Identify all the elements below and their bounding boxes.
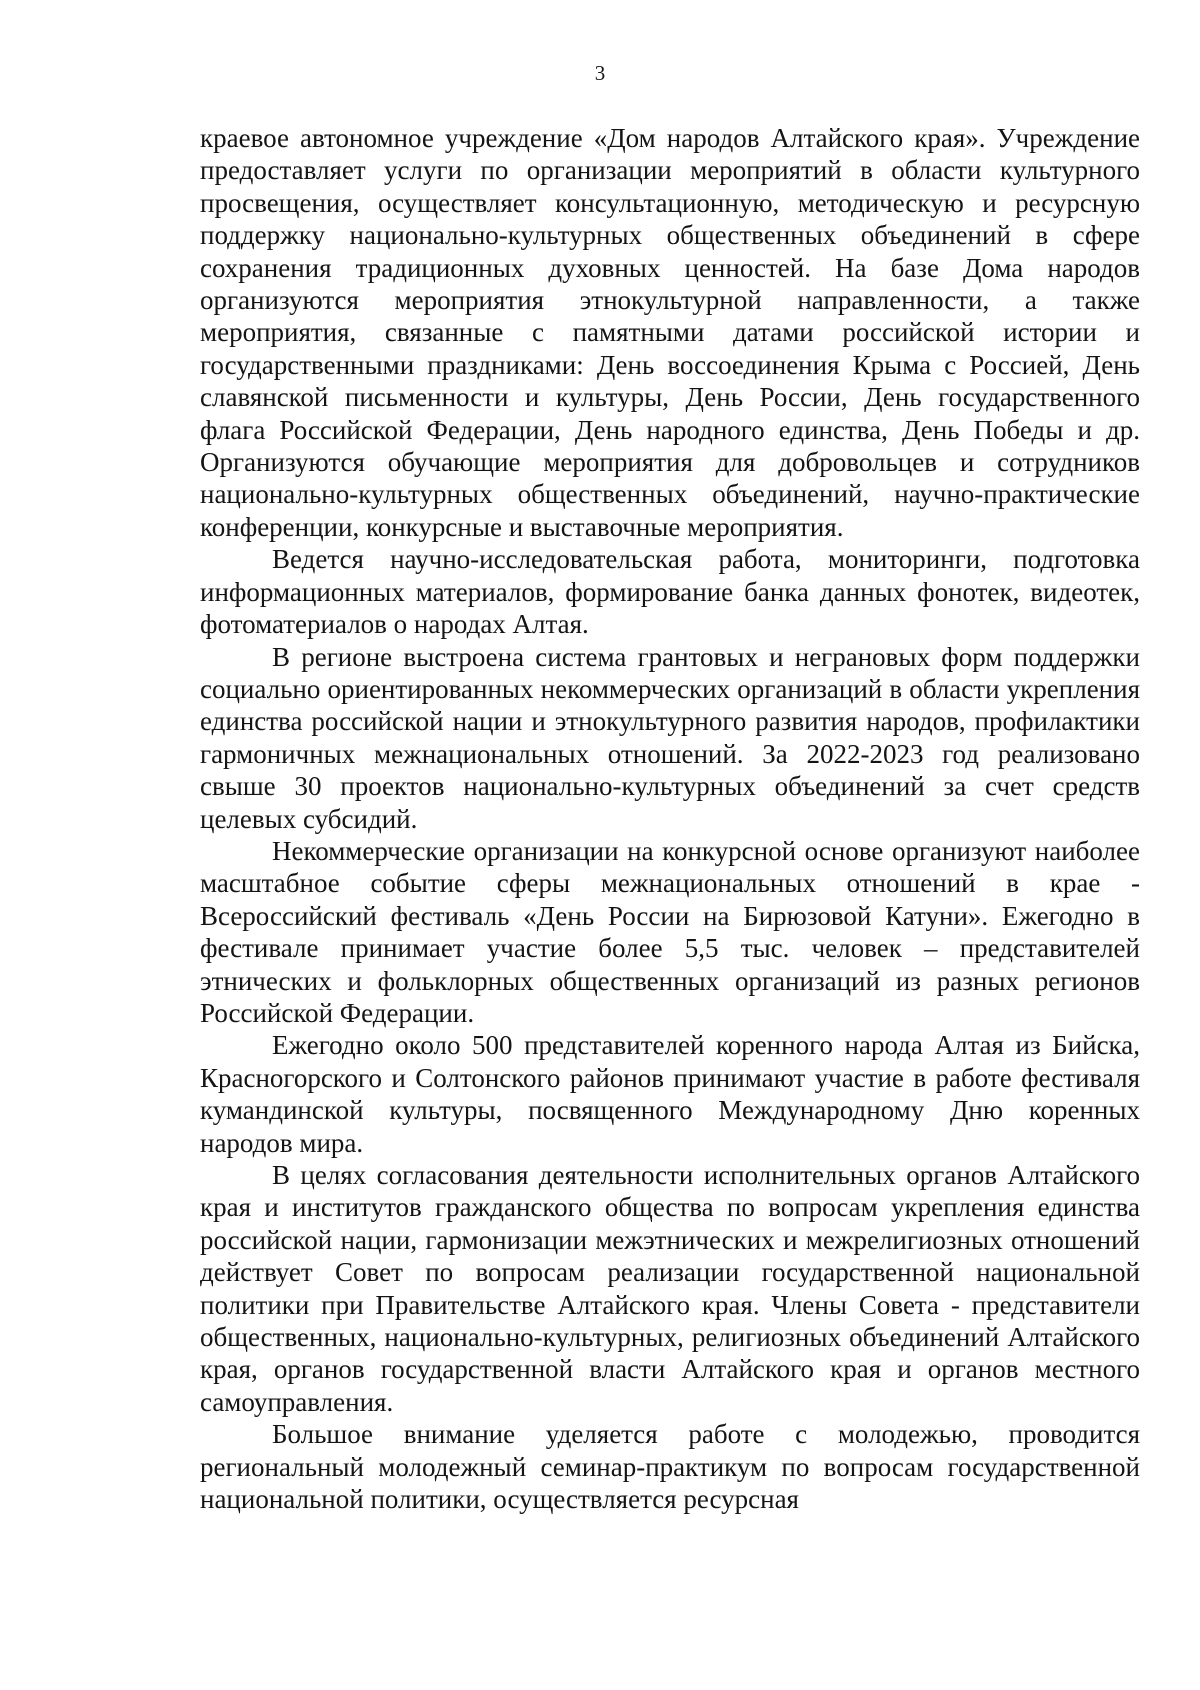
- paragraph-grant-support: В регионе выстроена система грантовых и неграновых форм поддержки социально ориентированных некоммерческих организаций в области укрепления единства российской нации и этнокультурного развития народов, профилактики гармоничных межнациональных отношений. За 2022-2023 год реализовано свыше 30 проектов национально-культурных объединений за счет средств целевых субсидий.: [200, 641, 1140, 834]
- page-number: 3: [594, 61, 606, 85]
- paragraph-festival-katun: Некоммерческие организации на конкурсной основе организуют наиболее масштабное событие сферы межнациональных отношений в крае - Всероссийский фестиваль «День России на Бирюзовой Катуни». Ежегодно в фестивале принимает участие более 5,5 тыс. человек – представителей этнических и фольклорных общественных организаций из разных регионов Российской Федерации.: [200, 835, 1140, 1028]
- paragraph-council: В целях согласования деятельности исполнительных органов Алтайского края и институтов гражданского общества по вопросам укрепления единства российской нации, гармонизации межэтнических и межрелигиозных отношений действует Совет по вопросам реализации государственной национальной политики при Правительстве Алтайского края. Члены Совета - представители общественных, национально-культурных, религиозных объединений Алтайского края, органов государственной власти Алтайского края и органов местного самоуправления.: [200, 1160, 1140, 1417]
- paragraph-house-of-peoples: краевое автономное учреждение «Дом народов Алтайского края». Учреждение предоставляет услуги по организации мероприятий в области культурного просвещения, осуществляет консультационную, методическую и ресурсную поддержку национально-культурных общественных объединений в сфере сохранения традиционных духовных ценностей. На базе Дома народов организуются мероприятия этнокультурной направленности, а также мероприятия, связанные с памятными датами российской истории и государственными праздниками: День воссоединения Крыма с Россией, День славянской письменности и культуры, День России, День государственного флага Российской Федерации, День народного единства, День Победы и др. Организуются обучающие мероприятия для добровольцев и сотрудников национально-культурных общественных объединений, научно-практические конференции, конкурсные и выставочные мероприятия.: [200, 123, 1140, 542]
- paragraph-research-work: Ведется научно-исследовательская работа, мониторинги, подготовка информационных материалов, формирование банка данных фонотек, видеотек, фотоматериалов о народах Алтая.: [200, 544, 1140, 640]
- document-body: [200, 122, 1140, 1515]
- paragraph-kumandin-festival: Ежегодно около 500 представителей коренного народа Алтая из Бийска, Красногорского и Солтонского районов принимают участие в работе фестиваля кумандинской культуры, посвященного Международному Дню коренных народов мира.: [200, 1030, 1140, 1158]
- paragraph-youth-work: Большое внимание уделяется работе с молодежью, проводится региональный молодежный семинар-практикум по вопросам государственной национальной политики, осуществляется ресурсная: [200, 1419, 1140, 1515]
